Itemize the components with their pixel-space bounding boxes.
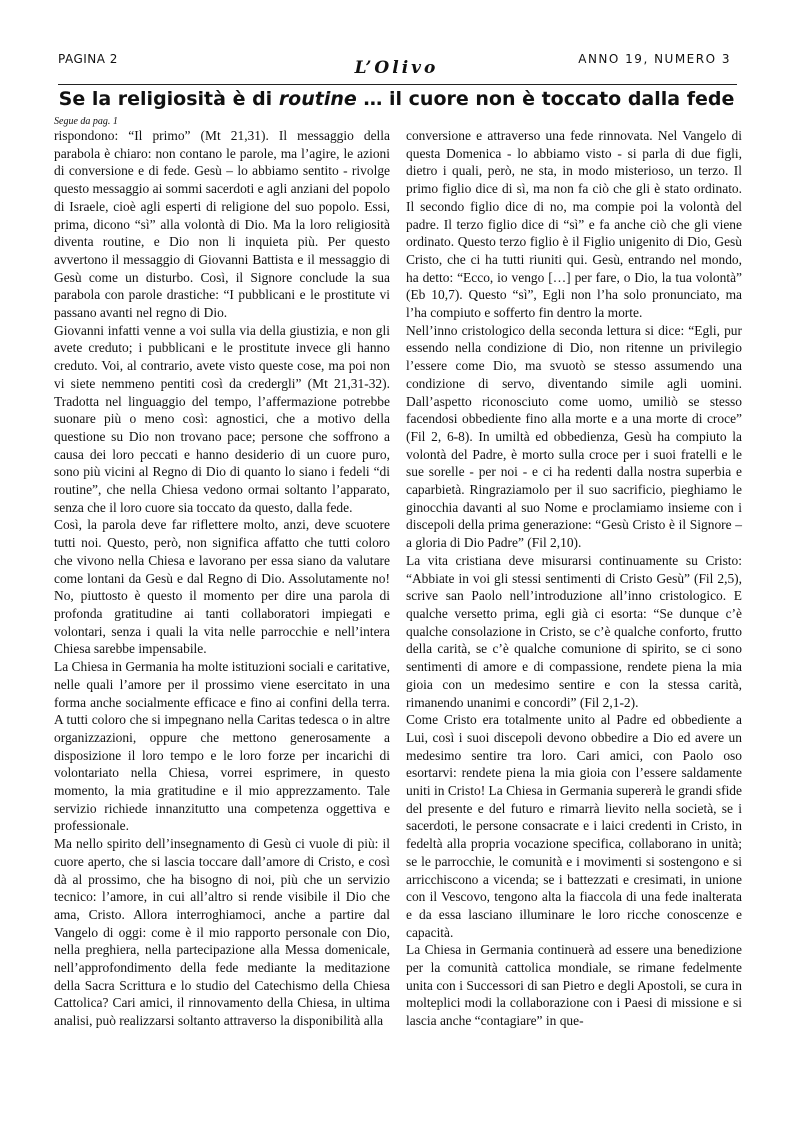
article-title-italic: routine bbox=[278, 88, 357, 110]
page-number: PAGINA 2 bbox=[58, 52, 118, 66]
article-title-part1: Se la religiosità è di bbox=[58, 88, 279, 110]
paragraph: rispondono: “Il primo” (Mt 21,31). Il messaggio della parabola è chiaro: non contano le parole, ma l’agire, le azioni di conversione e di fede. Gesù – lo abbiamo sentito - rivolge questo messaggio ai sommi sacerdoti e agli anziani del popolo di Israele, cioè agli esperti di religione del suo popolo. Essi, prima, dicono “sì” alla volontà di Dio. Ma la loro religiosità diventa routine, e Dio non li inquieta più. Per questo avvertono il messaggio di Giovanni Battista e il messaggio di Gesù come un disturbo. Così, il Signore conclude la sua parabola con parole drastiche: “I pubblicani e le prostitute vi passano avanti nel regno di Dio. bbox=[54, 128, 390, 321]
issue-info: ANNO 19, NUMERO 3 bbox=[578, 52, 731, 66]
article-column-right bbox=[406, 127, 742, 1030]
paragraph: La Chiesa in Germania ha molte istituzioni sociali e caritative, nelle quali l’amore per il prossimo viene esercitato in una forma anche socialmente efficace e fino ai confini della terra. A tutti coloro che si impegnano nella Caritas tedesca o in altre organizzazioni, oppure che mettono generosamente a disposizione il loro tempo e le loro forze per incarichi di volontariato nella Chiesa, vorrei esprimere, in questo momento, la mia gratitudine e il mio apprezzamento. Tale servizio richiede innanzitutto una competenza oggettiva e professionale. bbox=[54, 659, 390, 834]
paragraph: Così, la parola deve far riflettere molto, anzi, deve scuotere tutti noi. Questo, però, non significa affatto che tutti coloro che vivono nella Chiesa e lavorano per essa siano da valutare come lontani da Gesù e dal Regno di Dio. Assolutamente no! No, piuttosto è questo il momento per dire una parola di profonda gratitudine ai tanti collaboratori impiegati e volontari, senza i quali la vita nelle parrocchie e nell’intera Chiesa sarebbe impensabile. bbox=[54, 517, 390, 657]
paragraph: conversione e attraverso una fede rinnovata. Nel Vangelo di questa Domenica - lo abbiamo visto - si parla di due figli, dietro i quali, però, ne sta, in modo misterioso, un terzo. Il primo figlio dice di sì, ma non fa ciò che gli è stato ordinato. Il secondo figlio dice di no, ma compie poi la volontà del padre. Il terzo figlio dice di “sì” e fa anche ciò che gli viene ordinato. Questo terzo figlio è il Figlio unigenito di Dio, Gesù Cristo, che ci ha tutti riuniti qui. Gesù, entrando nel mondo, ha detto: “Ecco, io vengo […] per fare, o Dio, la tua volontà” (Eb 10,7). Questo “sì”, Egli non l’ha solo pronunciato, ma l’ha compiuto e sofferto fin dentro la morte. bbox=[406, 128, 742, 321]
paragraph: Giovanni infatti venne a voi sulla via della giustizia, e non gli avete creduto; i pubblicani e le prostitute invece gli hanno creduto. Voi, al contrario, avete visto queste cose, ma poi non vi siete nemmeno pentiti così da credergli” (Mt 21,31-32). Tradotta nel linguaggio del tempo, l’affermazione potrebbe suonare più o meno così: agnostici, che a motivo della questione su Dio non trovano pace; persone che soffrono a causa dei loro peccati e hanno desiderio di un cuore puro, sono più vicini al Regno di Dio di quanto lo siano i fedeli “di routine”, che nella Chiesa vedono ormai soltanto l’apparato, senza che il loro cuore sia toccato da questo, dalla fede. bbox=[54, 322, 390, 515]
paragraph: Nell’inno cristologico della seconda lettura si dice: “Egli, pur essendo nella condizione di Dio, non ritenne un privilegio l’essere come Dio, ma svuotò se stesso assumendo una condizione di servo, diventando simile agli uomini. Dall’aspetto riconosciuto come uomo, umiliò se stesso facendosi obbediente fino alla morte e a una morte di croce” (Fil 2, 6-8). In umiltà ed obbedienza, Gesù ha compiuto la volontà del Padre, è morto sulla croce per i suoi fratelli e le sue sorelle - per noi - e ci ha redenti dalla nostra superbia e caparbietà. Ringraziamolo per il suo sacrificio, pieghiamo le ginocchia davanti al suo Nome e proclamiamo insieme con i discepoli della prima generazione: “Gesù Cristo è il Signore – a gloria di Dio Padre” (Fil 2,10). bbox=[406, 322, 742, 551]
paragraph: La Chiesa in Germania continuerà ad essere una benedizione per la comunità cattolica mondiale, se rimane fedelmente unita con i Successori di san Pietro e degli Apostoli, se cura in molteplici modi la collaborazione con i Paesi di missione e si lascia anche “contagiare” in que- bbox=[406, 942, 742, 1029]
article-title-part2: … il cuore non è toccato dalla fede bbox=[356, 88, 735, 110]
masthead-logo: L’Olivo bbox=[354, 58, 439, 78]
paragraph: Come Cristo era totalmente unito al Padre ed obbediente a Lui, così i suoi discepoli devono obbedire a Dio ed avere un medesimo sentire tra loro. Cari amici, con Paolo oso esortarvi: rendete piena la mia gioia con l’essere saldamente uniti in Cristo! La Chiesa in Germania supererà le grandi sfide del presente e del futuro e rimarrà lievito nella società, se i sacerdoti, le persone consacrate e i laici credenti in Cristo, in fedeltà alla propria vocazione specifica, collaborano in unità; se le parrocchie, le comunità e i movimenti si sostengono e si arricchiscono a vicenda; se i battezzati e cresimati, in unione con il Vescovo, tengono alta la fiaccola di una fede inalterata e da essa lasciano illuminare le loro ricche conoscenze e capacità. bbox=[406, 712, 742, 940]
article-title bbox=[50, 88, 743, 110]
continued-from-note: Segue da pag. 1 bbox=[54, 116, 118, 127]
paragraph: La vita cristiana deve misurarsi continuamente su Cristo: “Abbiate in voi gli stessi sentimenti di Cristo Gesù” (Fil 2,5), scrive san Paolo nell’introduzione all’inno cristologico. E qualche versetto prima, egli già ci esorta: “Se dunque c’è qualche consolazione in Cristo, se c’è qualche conforto, frutto della carità, se c’è qualche comunione di spirito, se ci sono sentimenti di amore e di compassione, rendete piena la mia gioia con un medesimo sentire e con la stessa carità, rimanendo unanimi e concordi” (Fil 2,1-2). bbox=[406, 552, 742, 710]
article-column-left bbox=[54, 116, 390, 1030]
header-rule bbox=[58, 84, 737, 85]
paragraph: Ma nello spirito dell’insegnamento di Gesù ci vuole di più: il cuore aperto, che si lascia toccare dall’amore di Cristo, e così dà al prossimo, che ha bisogno di noi, più che un servizio tecnico: l’amore, in cui all’altro si rende visibile il Dio che ama, Cristo. Allora interroghiamoci, anche a partire dal Vangelo di oggi: come è il mio rapporto personale con Dio, nella preghiera, nella partecipazione alla Messa domenicale, nell’approfondimento della fede mediante la meditazione della Sacra Scrittura e lo studio del Catechismo della Chiesa Cattolica? Cari amici, il rinnovamento della Chiesa, in ultima analisi, può realizzarsi soltanto attraverso la disponibilità alla bbox=[54, 836, 390, 1029]
